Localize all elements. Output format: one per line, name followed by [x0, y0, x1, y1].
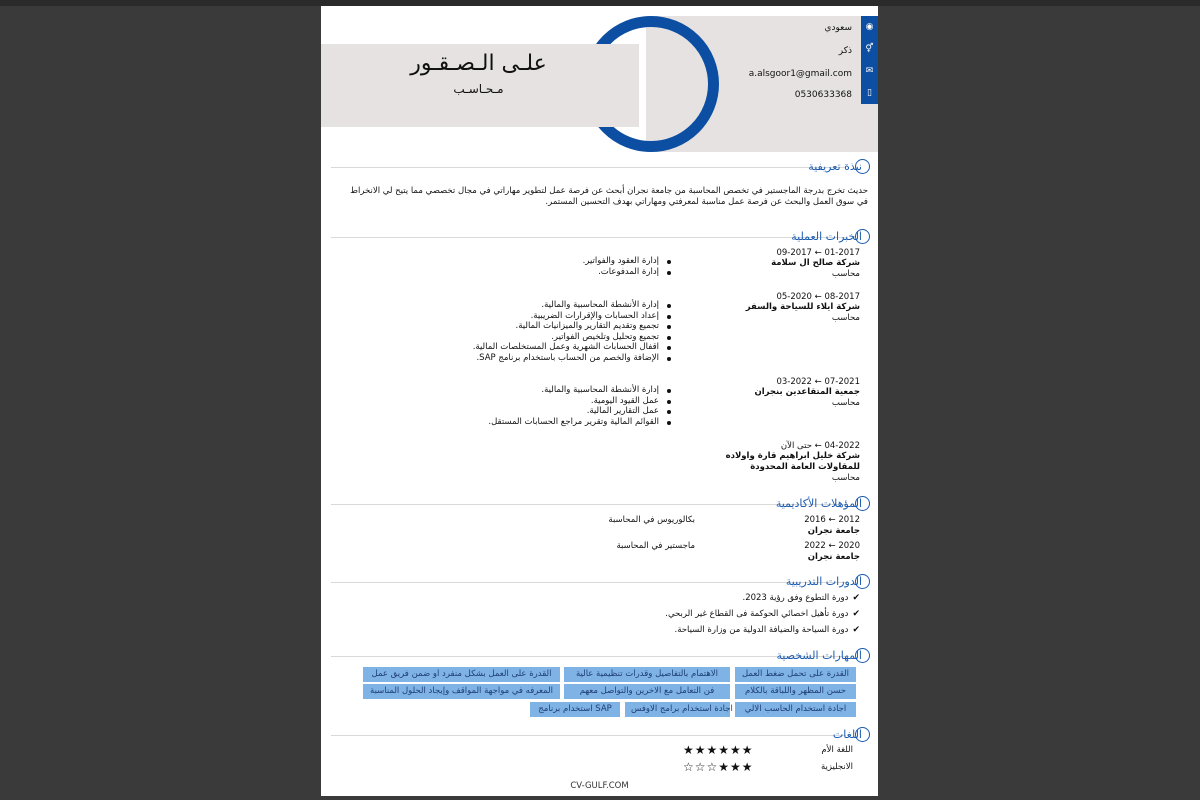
section-education — [331, 497, 868, 513]
exp-company: شركة صالح ال سلامة — [771, 258, 860, 268]
list-item: عمل القيود اليومية. — [413, 396, 673, 407]
section-divider — [331, 735, 846, 736]
section-title-experience: الخبرات العملية — [791, 230, 862, 243]
section-divider — [331, 167, 846, 168]
section-title-languages: اللغات — [832, 728, 862, 741]
section-skills — [331, 649, 868, 665]
section-divider — [331, 656, 846, 657]
circle-mask — [566, 44, 639, 127]
section-title-profile: نبذة تعريفية — [808, 160, 862, 173]
list-item: عمل التقارير المالية. — [413, 406, 673, 417]
list-item: إدارة المدفوعات. — [473, 267, 673, 278]
edu-school: جامعة نجران — [807, 526, 860, 536]
list-item: إدارة الأنشطة المحاسبية والمالية. — [413, 300, 673, 311]
edu-school: جامعة نجران — [807, 552, 860, 562]
exp-role: محاسب — [831, 269, 860, 279]
skill-tag: اجادة استخدام الحاسب الالي — [735, 702, 856, 717]
section-ring — [855, 496, 870, 511]
skill-tag: استخدام برنامج SAP — [530, 702, 620, 717]
contact-icon-bar — [861, 16, 878, 104]
email-icon: ✉ — [865, 66, 874, 76]
exp-bullets — [413, 300, 673, 363]
edu-degree: ماجستير في المحاسبة — [616, 541, 695, 551]
section-title-courses: الدورات التدريبية — [785, 575, 862, 588]
section-experience — [331, 230, 868, 246]
skill-tag: حسن المظهر واللباقة بالكلام — [735, 684, 856, 699]
skill-tag: فن التعامل مع الاخرين والتواصل معهم — [564, 684, 730, 699]
profile-text: حديث تخرج بدرجة الماجستير في تخصص المحاسبة من جامعة نجران أبحث عن فرصة عمل لتطوير مهاراتي في مجال تخصصي مما يتيح لي الانخراط في سوق العمل والبحث عن فرصة عمل مناسبة لمعرفتي ومهاراتي بهدف التحسين المستمر. — [350, 186, 868, 207]
language-name: اللغة الأم — [821, 745, 853, 755]
language-rating: ★★★★★★ — [683, 743, 754, 757]
exp-company: شركة خليل ابراهيم قارة واولاده للمقاولات العامة المحدودة — [725, 451, 860, 472]
exp-dates: 08-2017 ← 05-2020 — [776, 292, 860, 302]
list-item: إعداد الحسابات والإقرارات الضريبية. — [413, 311, 673, 322]
skill-tag: القدرة على العمل بشكل منفرد او ضمن فريق عمل — [363, 667, 560, 682]
contact-nationality: سعودي — [824, 23, 852, 33]
exp-role: محاسب — [831, 473, 860, 483]
section-courses — [331, 575, 868, 591]
section-ring — [855, 648, 870, 663]
section-divider — [331, 582, 846, 583]
exp-bullets — [413, 385, 673, 427]
section-divider — [331, 504, 846, 505]
footer-website: CV-GULF.COM — [570, 781, 629, 791]
exp-bullets — [473, 256, 673, 277]
edu-degree: بكالوريوس في المحاسبة — [608, 515, 695, 525]
exp-dates: 07-2021 ← 03-2022 — [776, 377, 860, 387]
contact-email[interactable]: a.alsgoor1@gmail.com — [748, 69, 852, 79]
exp-role: محاسب — [831, 398, 860, 408]
contact-gender: ذكر — [838, 46, 852, 56]
section-languages — [331, 728, 868, 744]
list-item: إدارة الأنشطة المحاسبية والمالية. — [413, 385, 673, 396]
list-item: اقفال الحسابات الشهرية وعمل المستخلصات المالية. — [413, 342, 673, 353]
phone-icon: ▯ — [867, 88, 872, 98]
section-ring — [855, 727, 870, 742]
skill-tag: اجادة استخدام برامج الاوفس — [625, 702, 730, 717]
candidate-job-title: مـحـاسـب — [453, 82, 504, 96]
course-item: ✔ دورة تأهيل اخصائي الحوكمة فى القطاع غير الربحي. — [665, 609, 860, 619]
list-item: إدارة العقود والفواتير. — [473, 256, 673, 267]
section-ring — [855, 574, 870, 589]
contact-phone[interactable]: 0530633368 — [794, 90, 852, 100]
exp-company: شركة ايلاء للسياحة والسفر — [745, 302, 860, 312]
section-title-education: المؤهلات الأكاديمية — [775, 497, 862, 510]
edu-dates: 2012 ← 2016 — [804, 515, 860, 525]
list-item: تجميع وتقديم التقارير والميزانيات المالية. — [413, 321, 673, 332]
section-divider — [331, 237, 846, 238]
section-profile — [331, 160, 868, 176]
skill-tag: الاهتمام بالتفاصيل وقدرات تنظيمية عالية — [564, 667, 730, 682]
exp-dates: 01-2017 ← 09-2017 — [776, 248, 860, 258]
gender-icon: ⚥ — [865, 44, 874, 54]
list-item: القوائم المالية وتقرير مراجع الحسابات المستقل. — [413, 417, 673, 428]
exp-role: محاسب — [831, 313, 860, 323]
skill-tag: القدرة على تحمل ضغط العمل — [735, 667, 856, 682]
exp-dates: 04-2022 ← حتى الآن — [780, 441, 860, 451]
edu-dates: 2020 ← 2022 — [804, 541, 860, 551]
section-ring — [855, 159, 870, 174]
skill-tag: المعرفه في مواجهة المواقف وإيجاد الحلول المناسبة — [363, 684, 560, 699]
location-icon: ◉ — [865, 22, 874, 32]
language-rating: ☆☆☆★★★ — [683, 760, 754, 774]
exp-company: جمعية المتقاعدين بنجران — [754, 387, 860, 397]
list-item: تجميع وتحليل وتلخيص الفواتير. — [413, 332, 673, 343]
list-item: الإضافة والخصم من الحساب باستخدام برنامج SAP. — [413, 353, 673, 364]
section-ring — [855, 229, 870, 244]
course-item: ✔ دورة التطوع وفق رؤية 2023. — [743, 593, 861, 603]
section-title-skills: المهارات الشخصية — [776, 649, 862, 662]
language-name: الانجليزية — [820, 762, 853, 772]
candidate-name: علـى الـصـقـور — [410, 51, 547, 76]
resume-page — [321, 6, 878, 796]
course-item: ✔ دورة السياحة والضيافة الدولية من وزارة السياحة. — [675, 625, 861, 635]
